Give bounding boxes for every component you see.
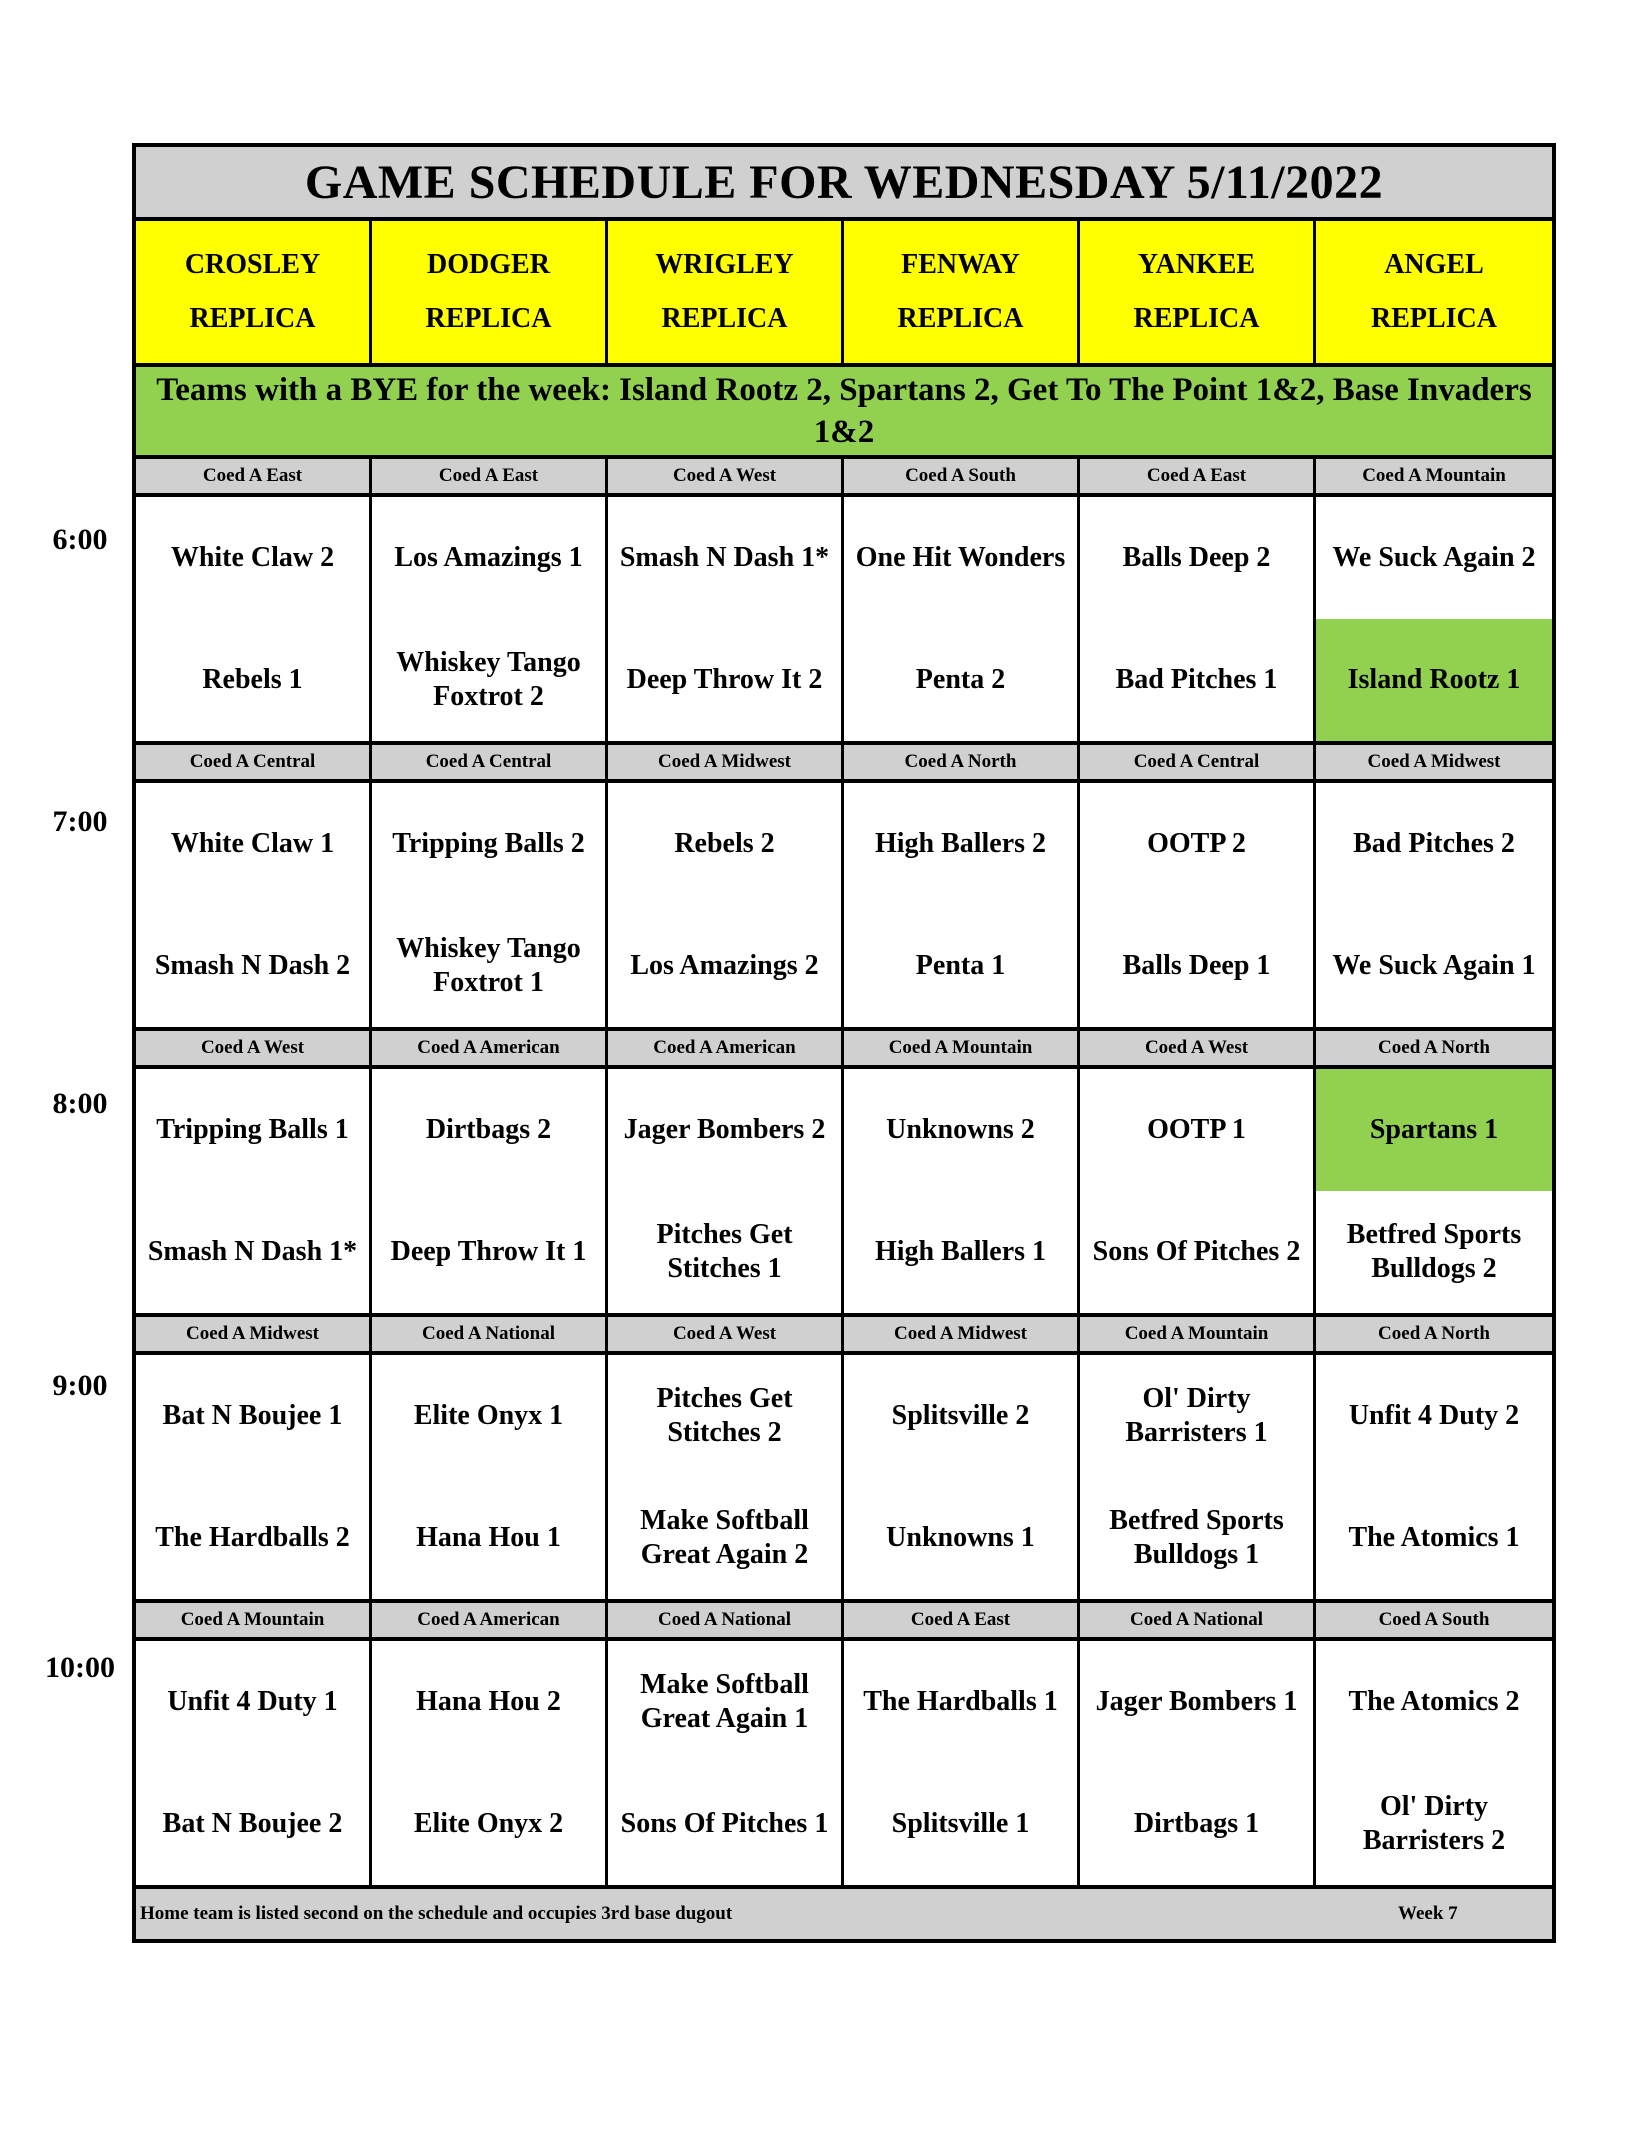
away-team: Smash N Dash 1* bbox=[619, 542, 830, 573]
away-team: Los Amazings 1 bbox=[394, 542, 583, 573]
division-label: Coed A American bbox=[372, 1031, 608, 1065]
game-cell bbox=[844, 1069, 1080, 1313]
game-cell bbox=[844, 497, 1080, 741]
home-team: Bad Pitches 1 bbox=[1115, 664, 1278, 695]
division-label: Coed A Mountain bbox=[1080, 1317, 1316, 1351]
division-row bbox=[136, 1031, 1552, 1069]
games-row bbox=[136, 783, 1552, 1031]
game-cell bbox=[844, 1355, 1080, 1599]
game-cell bbox=[1080, 783, 1316, 1027]
home-team: The Hardballs 2 bbox=[155, 1522, 350, 1553]
division-label: Coed A West bbox=[608, 459, 844, 493]
schedule-table bbox=[132, 143, 1556, 1943]
division-label: Coed A Central bbox=[136, 745, 372, 779]
time-label-6: 6:00 bbox=[52, 523, 108, 556]
field-header bbox=[1080, 221, 1316, 363]
away-team: OOTP 1 bbox=[1147, 1114, 1246, 1145]
home-team: Bat N Boujee 2 bbox=[162, 1808, 343, 1839]
home-team: Penta 2 bbox=[915, 664, 1006, 695]
home-team: Betfred Sports Bulldogs 1 bbox=[1109, 1505, 1284, 1570]
home-team: Pitches Get Stitches 1 bbox=[656, 1219, 793, 1284]
home-team: Sons Of Pitches 1 bbox=[620, 1808, 829, 1839]
time-label-8: 8:00 bbox=[52, 1087, 108, 1120]
field-type: REPLICA bbox=[897, 303, 1024, 334]
away-team: Bat N Boujee 1 bbox=[162, 1400, 343, 1431]
division-row bbox=[136, 1317, 1552, 1355]
away-team: The Atomics 2 bbox=[1348, 1686, 1520, 1717]
home-team: Unknowns 1 bbox=[886, 1522, 1035, 1553]
field-name: CROSLEY bbox=[184, 249, 321, 280]
time-slots bbox=[136, 459, 1552, 1889]
away-team: OOTP 2 bbox=[1147, 828, 1246, 859]
home-team: Elite Onyx 2 bbox=[413, 1808, 564, 1839]
away-team: Rebels 2 bbox=[674, 828, 775, 859]
bye-banner: Teams with a BYE for the week: Island Rootz 2, Spartans 2, Get To The Point 1&2, Base Invaders 1&2 bbox=[136, 367, 1552, 459]
field-header bbox=[844, 221, 1080, 363]
division-label: Coed A East bbox=[136, 459, 372, 493]
home-team: Deep Throw It 2 bbox=[626, 664, 823, 695]
away-team: The Hardballs 1 bbox=[863, 1686, 1058, 1717]
division-label: Coed A American bbox=[608, 1031, 844, 1065]
game-cell bbox=[1316, 1355, 1552, 1599]
game-cell bbox=[608, 497, 844, 741]
game-cell bbox=[1316, 1641, 1552, 1885]
game-cell bbox=[136, 783, 372, 1027]
game-cell bbox=[608, 1641, 844, 1885]
away-team: Jager Bombers 2 bbox=[623, 1114, 826, 1145]
away-team: Dirtbags 2 bbox=[425, 1114, 552, 1145]
division-label: Coed A North bbox=[1378, 1323, 1490, 1344]
division-label: Coed A Midwest bbox=[1367, 751, 1501, 772]
home-team: Whiskey Tango Foxtrot 2 bbox=[396, 647, 581, 712]
home-team: Deep Throw It 1 bbox=[390, 1236, 587, 1267]
field-header bbox=[608, 221, 844, 363]
week-label: Week 7 bbox=[1398, 1903, 1458, 1924]
home-team: Ol' Dirty Barristers 2 bbox=[1362, 1791, 1506, 1856]
field-header bbox=[136, 221, 372, 363]
game-cell bbox=[608, 1069, 844, 1313]
away-team: Unfit 4 Duty 2 bbox=[1348, 1400, 1520, 1431]
division-label: Coed A Central bbox=[372, 745, 608, 779]
away-team: Splitsville 2 bbox=[891, 1400, 1030, 1431]
home-team: Rebels 1 bbox=[202, 664, 303, 695]
division-label: Coed A North bbox=[1378, 1037, 1490, 1058]
game-cell bbox=[136, 497, 372, 741]
game-cell bbox=[372, 783, 608, 1027]
home-team: Sons Of Pitches 2 bbox=[1092, 1236, 1301, 1267]
field-header bbox=[1316, 221, 1552, 363]
time-label-7: 7:00 bbox=[52, 805, 108, 838]
away-team: Jager Bombers 1 bbox=[1095, 1686, 1298, 1717]
away-team: Unfit 4 Duty 1 bbox=[167, 1686, 338, 1717]
game-cell bbox=[608, 783, 844, 1027]
footer-note: Home team is listed second on the schedule and occupies 3rd base dugout bbox=[140, 1903, 733, 1924]
division-label: Coed A Midwest bbox=[844, 1317, 1080, 1351]
away-team: High Ballers 2 bbox=[874, 828, 1047, 859]
division-label: Coed A East bbox=[372, 459, 608, 493]
footer bbox=[136, 1889, 1552, 1939]
home-team: High Ballers 1 bbox=[874, 1236, 1047, 1267]
field-header bbox=[372, 221, 608, 363]
field-type: REPLICA bbox=[1370, 303, 1497, 334]
away-team: Balls Deep 2 bbox=[1122, 542, 1271, 573]
game-cell bbox=[844, 783, 1080, 1027]
home-team: Dirtbags 1 bbox=[1133, 1808, 1260, 1839]
time-label-9: 9:00 bbox=[52, 1369, 108, 1402]
game-cell bbox=[1080, 1641, 1316, 1885]
game-cell bbox=[1080, 497, 1316, 741]
division-label: Coed A East bbox=[844, 1603, 1080, 1637]
game-cell bbox=[1080, 1355, 1316, 1599]
home-team: Smash N Dash 1* bbox=[147, 1236, 358, 1267]
game-cell bbox=[136, 1069, 372, 1313]
away-team: Hana Hou 2 bbox=[416, 1686, 561, 1717]
division-label: Coed A South bbox=[844, 459, 1080, 493]
away-team: Spartans 1 bbox=[1316, 1069, 1552, 1191]
game-cell bbox=[1080, 1069, 1316, 1313]
division-label: Coed A West bbox=[136, 1031, 372, 1065]
game-cell bbox=[136, 1355, 372, 1599]
away-team: Unknowns 2 bbox=[886, 1114, 1035, 1145]
game-cell bbox=[372, 1069, 608, 1313]
home-team: The Atomics 1 bbox=[1348, 1522, 1520, 1553]
home-team: Smash N Dash 2 bbox=[154, 950, 351, 981]
away-team: White Claw 2 bbox=[170, 542, 335, 573]
game-cell bbox=[136, 1641, 372, 1885]
division-row bbox=[136, 745, 1552, 783]
division-label: Coed A South bbox=[1378, 1609, 1490, 1630]
field-name: FENWAY bbox=[901, 249, 1020, 280]
division-label: Coed A Central bbox=[1080, 745, 1316, 779]
game-cell bbox=[1316, 1069, 1552, 1313]
division-label: Coed A East bbox=[1080, 459, 1316, 493]
field-type: REPLICA bbox=[189, 303, 316, 334]
division-label: Coed A American bbox=[372, 1603, 608, 1637]
division-label: Coed A National bbox=[1080, 1603, 1316, 1637]
home-team: Splitsville 1 bbox=[891, 1808, 1030, 1839]
home-team: Hana Hou 1 bbox=[416, 1522, 561, 1553]
game-cell bbox=[844, 1641, 1080, 1885]
away-team: White Claw 1 bbox=[170, 828, 335, 859]
games-row bbox=[136, 497, 1552, 745]
game-cell bbox=[608, 1355, 844, 1599]
field-name: DODGER bbox=[427, 249, 550, 280]
away-team: Ol' Dirty Barristers 1 bbox=[1125, 1383, 1268, 1448]
game-cell bbox=[372, 1641, 608, 1885]
games-row bbox=[136, 1069, 1552, 1317]
field-name: YANKEE bbox=[1137, 249, 1256, 280]
game-cell bbox=[1316, 783, 1552, 1027]
away-team: Elite Onyx 1 bbox=[413, 1400, 564, 1431]
home-team: Betfred Sports Bulldogs 2 bbox=[1346, 1219, 1522, 1284]
division-label: Coed A West bbox=[1080, 1031, 1316, 1065]
field-name: ANGEL bbox=[1384, 249, 1484, 280]
home-team: Whiskey Tango Foxtrot 1 bbox=[396, 933, 581, 998]
games-row bbox=[136, 1641, 1552, 1889]
field-name: WRIGLEY bbox=[655, 249, 794, 280]
division-label: Coed A Midwest bbox=[608, 745, 844, 779]
schedule-title: GAME SCHEDULE FOR WEDNESDAY 5/11/2022 bbox=[136, 147, 1552, 221]
home-team: Island Rootz 1 bbox=[1316, 619, 1552, 741]
away-team: We Suck Again 2 bbox=[1332, 542, 1536, 573]
game-cell bbox=[1316, 497, 1552, 741]
division-label: Coed A Mountain bbox=[136, 1603, 372, 1637]
field-type: REPLICA bbox=[661, 303, 788, 334]
away-team: Tripping Balls 1 bbox=[156, 1114, 349, 1145]
away-team: Tripping Balls 2 bbox=[392, 828, 585, 859]
home-team: Los Amazings 2 bbox=[630, 950, 819, 981]
field-type: REPLICA bbox=[425, 303, 552, 334]
division-label: Coed A Mountain bbox=[844, 1031, 1080, 1065]
time-label-10: 10:00 bbox=[45, 1651, 115, 1684]
division-label: Coed A North bbox=[844, 745, 1080, 779]
field-header-row bbox=[136, 221, 1552, 367]
games-row bbox=[136, 1355, 1552, 1603]
home-team: Penta 1 bbox=[915, 950, 1006, 981]
home-team: Make Softball Great Again 2 bbox=[640, 1505, 809, 1570]
game-cell bbox=[372, 497, 608, 741]
division-label: Coed A National bbox=[372, 1317, 608, 1351]
division-label: Coed A National bbox=[608, 1603, 844, 1637]
division-row bbox=[136, 459, 1552, 497]
game-cell bbox=[372, 1355, 608, 1599]
away-team: Make Softball Great Again 1 bbox=[640, 1669, 809, 1734]
away-team: Bad Pitches 2 bbox=[1353, 828, 1515, 859]
home-team: We Suck Again 1 bbox=[1332, 950, 1536, 981]
division-label: Coed A West bbox=[608, 1317, 844, 1351]
division-label: Coed A Mountain bbox=[1362, 465, 1506, 486]
home-team: Balls Deep 1 bbox=[1122, 950, 1271, 981]
field-type: REPLICA bbox=[1133, 303, 1260, 334]
away-team: Pitches Get Stitches 2 bbox=[656, 1383, 793, 1448]
division-label: Coed A Midwest bbox=[136, 1317, 372, 1351]
division-row bbox=[136, 1603, 1552, 1641]
away-team: One Hit Wonders bbox=[855, 542, 1066, 573]
